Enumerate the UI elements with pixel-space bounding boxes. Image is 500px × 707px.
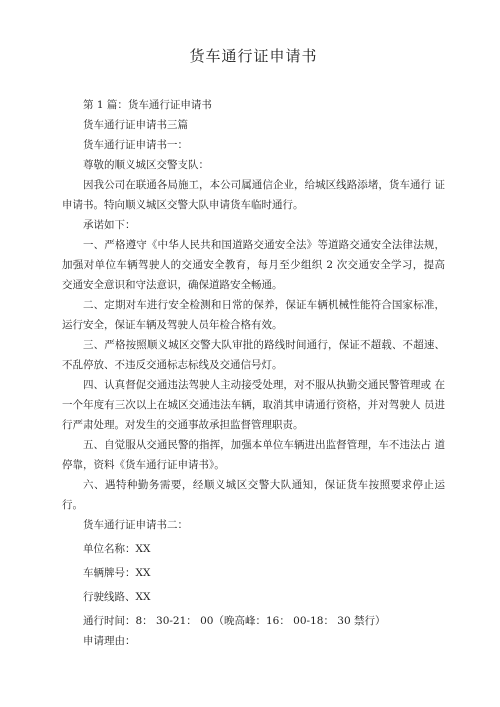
promise-item-4: 四、认真督促交通违法驾驶人主动接受处理，对不服从执勤交通民警管理或 在一个年度有三次以上在城区交通违法车辆，取消其申请通行资格，并对驾驶人 员进行严肃处理。对发生的交通事故承担监督管理职责。: [62, 379, 445, 431]
promise-item-2: 二、定期对车进行安全检测和日常的保养，保证车辆机械性能符合国家标准，运行安全，保证车辆及驾驶人员年检合格有效。: [62, 299, 445, 331]
promise-item-6: 六、遇特种勤务需要，经顺义城区交警大队通知，保证货车按照要求停止运 行。: [62, 479, 445, 511]
document-body: [62, 95, 445, 651]
field-unit-name: 单位名称：XX: [83, 543, 151, 555]
promise-item-1: 一、严格遵守《中华人民共和国道路交通安全法》等道路交通安全法律法规，加强对单位车辆驾驶人的交通安全教育，每月至少组织 2 次交通安全学习，提高 交通安全意识和守法意识，确保道路安全畅通。: [62, 239, 445, 291]
field-reason: 申请理由：: [83, 635, 136, 647]
section-heading: 第 1 篇：货车通行证申请书: [83, 99, 212, 111]
field-pass-time: 通行时间：8： 30-21： 00（晚高峰：16： 00-18： 30 禁行）: [83, 615, 386, 627]
paragraph-reason: 因我公司在联通各局施工，本公司属通信企业，给城区线路添堵，货车通行 证申请书。特向顺义城区交警大队申请货车临时通行。: [62, 179, 445, 211]
field-route: 行驶线路、XX: [83, 591, 151, 603]
promise-item-5: 五、自觉服从交通民警的指挥，加强本单位车辆进出监督管理，车不违法占 道停靠，资料《货车通行证申请书》。: [62, 439, 445, 471]
letter-two-heading: 货车通行证申请书二：: [83, 519, 188, 531]
promise-item-3: 三、严格按照顺义城区交警大队审批的路线时间通行，保证不超载、不超速、不乱停放、不违反交通标志标线及交通信号灯。: [62, 339, 445, 371]
subheading: 货车通行证申请书三篇: [83, 119, 188, 131]
field-plate-number: 车辆牌号：XX: [83, 567, 151, 579]
document-title: 货车通行证申请书: [189, 47, 318, 65]
promise-heading: 承诺如下：: [83, 219, 136, 231]
salutation: 尊敬的顺义城区交警支队：: [83, 159, 209, 171]
letter-one-heading: 货车通行证申请书一：: [83, 139, 188, 151]
